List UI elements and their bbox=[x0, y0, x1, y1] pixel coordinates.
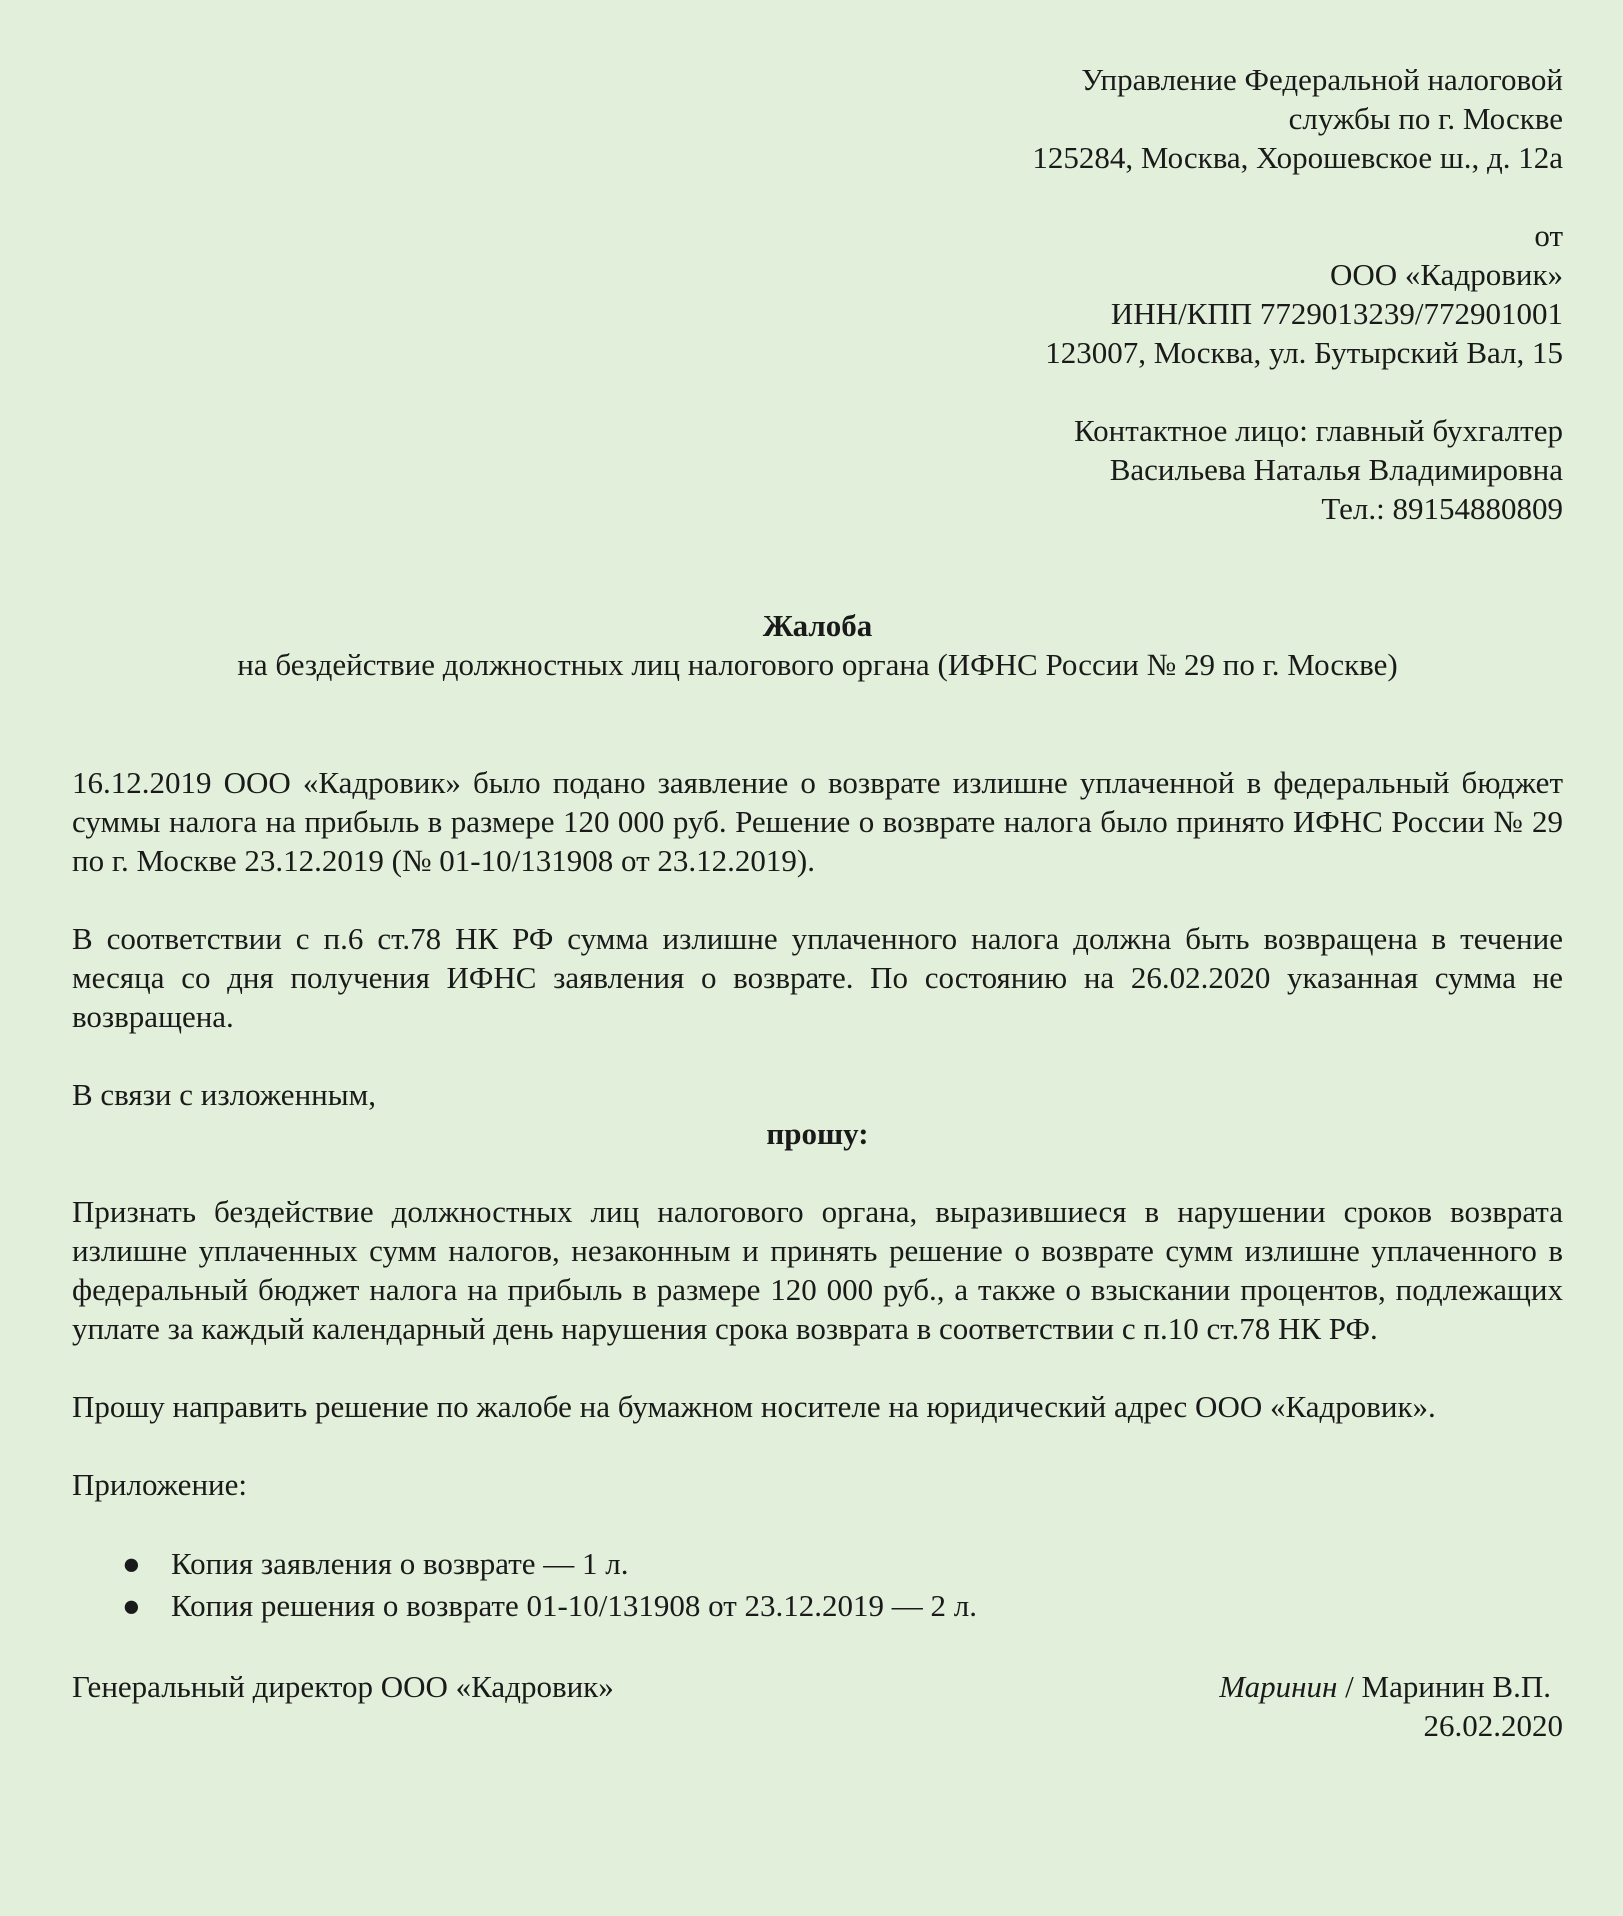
list-item bbox=[122, 1585, 1563, 1627]
recipient-line: службы по г. Москве bbox=[1288, 101, 1563, 136]
paragraph-1: 16.12.2019 ООО «Кадровик» было подано заявление о возврате излишне уплаченной в федеральный бюджет суммы налога на прибыль в размере 120 000 руб. Решение о возврате налога было принято ИФНС России № 29 по г. Москве 23.12.2019 (№ 01-10/131908 от 23.12.2019). bbox=[72, 765, 1563, 878]
signature-date: 26.02.2020 bbox=[1423, 1708, 1563, 1743]
paragraph-4: Прошу направить решение по жалобе на бумажном носителе на юридический адрес ООО «Кадровик». bbox=[72, 1389, 1436, 1424]
contact-name: Васильева Наталья Владимировна bbox=[1109, 452, 1563, 487]
paragraph-2: В соответствии с п.6 ст.78 НК РФ сумма излишне уплаченного налога должна быть возвращена в течение месяца со дня получения ИФНС заявления о возврате. По состоянию на 26.02.2020 указанная сумма не возвращена. bbox=[72, 921, 1563, 1034]
attachments-list bbox=[72, 1543, 1563, 1627]
attachments-label: Приложение: bbox=[72, 1467, 247, 1502]
document-page bbox=[72, 60, 1563, 1745]
signature-line bbox=[1219, 1667, 1563, 1706]
sender-address: 123007, Москва, ул. Бутырский Вал, 15 bbox=[1045, 335, 1563, 370]
title-block bbox=[72, 606, 1563, 684]
contact-role: Контактное лицо: главный бухгалтер bbox=[1074, 413, 1563, 448]
request-heading: прошу: bbox=[766, 1116, 869, 1151]
signature-block bbox=[72, 1667, 1563, 1745]
intro-line: В связи с изложенным, bbox=[72, 1077, 376, 1112]
contact-phone: Тел.: 89154880809 bbox=[1321, 491, 1563, 526]
sender-company: ООО «Кадровик» bbox=[1330, 257, 1563, 292]
recipient-line: Управление Федеральной налоговой bbox=[1081, 62, 1563, 97]
document-title: Жалоба bbox=[762, 608, 873, 643]
bullet-icon: ● bbox=[122, 1546, 141, 1581]
bullet-icon: ● bbox=[122, 1588, 141, 1623]
attachment-text: Копия заявления о возврате — 1 л. bbox=[171, 1546, 629, 1581]
signer-position: Генеральный директор ООО «Кадровик» bbox=[72, 1669, 614, 1704]
signature-right bbox=[1219, 1667, 1563, 1745]
sender-from-label: от bbox=[1534, 218, 1563, 253]
header-block bbox=[72, 60, 1563, 528]
recipient-address: 125284, Москва, Хорошевское ш., д. 12а bbox=[1032, 140, 1563, 175]
list-item bbox=[122, 1543, 1563, 1585]
signature-handwritten: Маринин bbox=[1219, 1669, 1338, 1704]
signer-name: Маринин В.П. bbox=[1361, 1669, 1551, 1704]
attachment-text: Копия решения о возврате 01-10/131908 от 23.12.2019 — 2 л. bbox=[171, 1588, 978, 1623]
document-subtitle: на бездействие должностных лиц налогового органа (ИФНС России № 29 по г. Москве) bbox=[237, 647, 1398, 682]
signature-separator: / bbox=[1337, 1669, 1362, 1704]
sender-inn-kpp: ИНН/КПП 7729013239/772901001 bbox=[1110, 296, 1563, 331]
paragraph-3: Признать бездействие должностных лиц налогового органа, выразившиеся в нарушении сроков возврата излишне уплаченных сумм налогов, незаконным и принять решение о возврате сумм излишне уплаченного в федеральный бюджет налога на прибыль в размере 120 000 руб., а также о взыскании процентов, подлежащих уплате за каждый календарный день нарушения срока возврата в соответствии с п.10 ст.78 НК РФ. bbox=[72, 1194, 1563, 1346]
